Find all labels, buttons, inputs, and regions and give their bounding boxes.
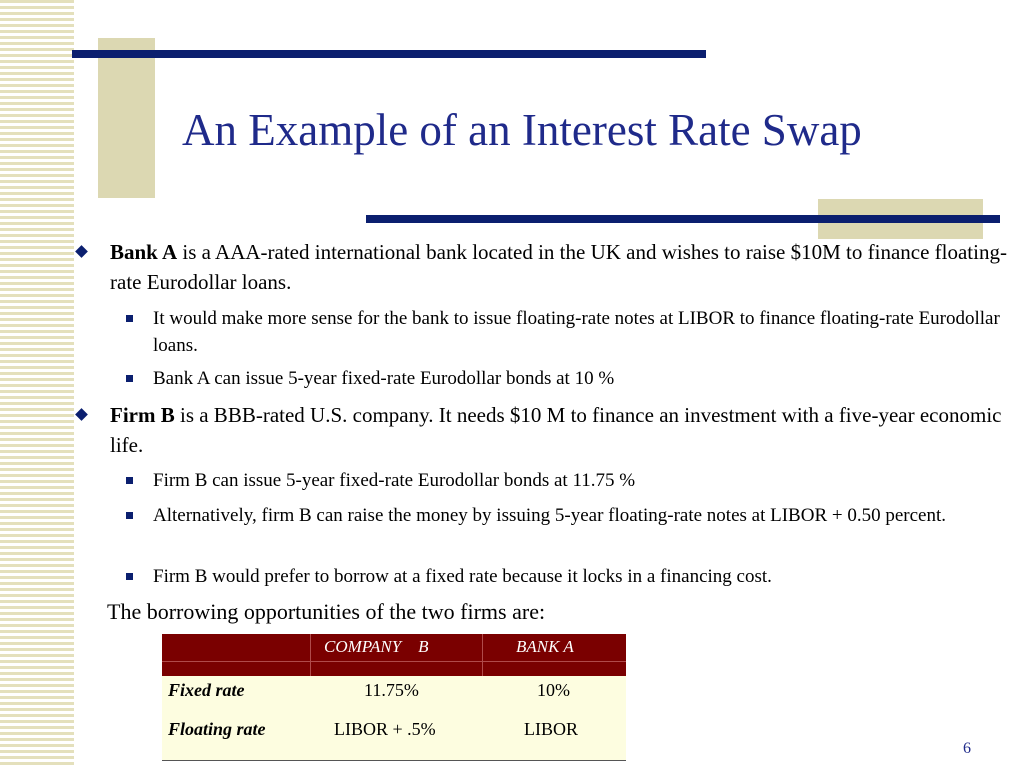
column-divider	[310, 634, 311, 676]
sub-bullet-text: Firm B would prefer to borrow at a fixed rate because it locks in a financing cost.	[153, 566, 772, 587]
table-body	[162, 676, 626, 760]
bullet-bank-a	[110, 237, 1015, 297]
bullet-text: is a AAA-rated international bank located in the UK and wishes to raise $10M to finance floating-rate Eurodollar loans.	[110, 240, 1007, 294]
lead-text: The borrowing opportunities of the two firms are:	[107, 599, 546, 624]
table-cell: 11.75%	[364, 680, 419, 700]
decorative-navy-line-top	[72, 50, 706, 58]
row-label: Fixed rate	[168, 680, 245, 700]
diamond-bullet-icon	[75, 408, 88, 421]
square-bullet-icon	[126, 375, 133, 382]
table-cell: LIBOR	[524, 719, 578, 739]
decorative-stripes	[0, 0, 74, 768]
table-cell: 10%	[537, 680, 570, 700]
row-label: Floating rate	[168, 719, 266, 739]
table-header	[162, 634, 626, 676]
square-bullet-icon	[126, 315, 133, 322]
bullet-bold-label: Firm B	[110, 403, 175, 427]
square-bullet-icon	[126, 477, 133, 484]
header-cell-bank-a: BANK A	[516, 637, 574, 656]
bullet-bold-label: Bank A	[110, 240, 178, 264]
sub-bullet	[153, 563, 1003, 590]
square-bullet-icon	[126, 573, 133, 580]
sub-bullet-text: It would make more sense for the bank to issue floating-rate notes at LIBOR to finance floating-rate Eurodollar loans.	[153, 308, 1000, 356]
table-cell: LIBOR + .5%	[334, 719, 436, 739]
sub-bullet	[153, 305, 1003, 359]
header-divider	[162, 661, 626, 662]
sub-bullet-text: Firm B can issue 5-year fixed-rate Eurodollar bonds at 11.75 %	[153, 470, 636, 491]
borrowing-table	[162, 634, 626, 761]
sub-bullet-text: Bank A can issue 5-year fixed-rate Eurodollar bonds at 10 %	[153, 368, 615, 389]
diamond-bullet-icon	[75, 245, 88, 258]
sub-bullet	[153, 502, 1003, 529]
decorative-tan-block	[98, 38, 155, 198]
column-divider	[482, 634, 483, 676]
square-bullet-icon	[126, 512, 133, 519]
sub-bullet	[153, 365, 1003, 392]
sub-bullet	[153, 467, 1003, 494]
header-cell-company-b: COMPANY B	[324, 637, 429, 656]
bullet-firm-b	[110, 400, 1015, 460]
sub-bullet-text: Alternatively, firm B can raise the money by issuing 5-year floating-rate notes at LIBOR + 0.50 percent.	[153, 505, 946, 526]
bullet-text: is a BBB-rated U.S. company. It needs $10 M to finance an investment with a five-year economic life.	[110, 403, 1002, 457]
slide-title: An Example of an Interest Rate Swap	[182, 105, 862, 155]
page-number: 6	[963, 740, 971, 757]
decorative-navy-line-bottom	[366, 215, 1000, 223]
